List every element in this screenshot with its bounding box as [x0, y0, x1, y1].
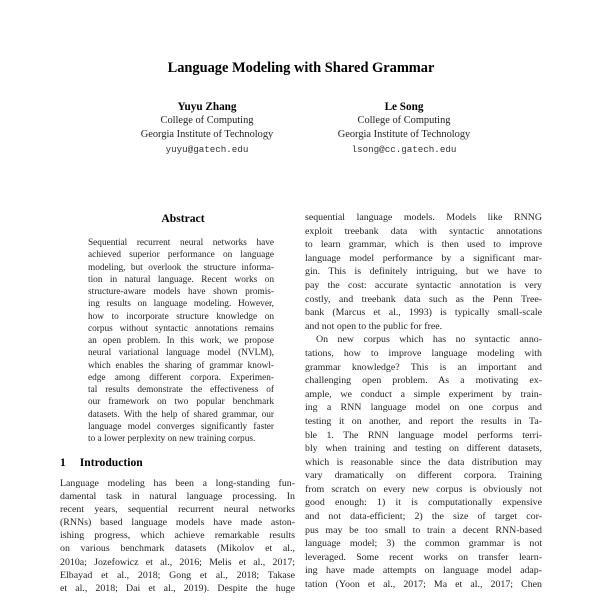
author-department: College of Computing [357, 115, 451, 127]
author-block-2 [294, 101, 514, 157]
text-line: ing results on language modeling. However, [88, 299, 274, 310]
author-department: College of Computing [160, 115, 254, 127]
text-line: and not open to the public for free. [305, 320, 443, 332]
text-line: our framework on two popular benchmark [88, 397, 274, 408]
section-number: 1 [60, 456, 66, 469]
text-line: Elbayad et al., 2018; Gong et al., 2018; Takase [60, 569, 295, 581]
text-line: ishing progress, which achieve remarkable results [60, 530, 295, 542]
text-line: achieved superior performance on language [88, 250, 274, 261]
author-block-1 [97, 101, 317, 157]
abstract-text [88, 237, 274, 445]
text-line: leveraged. Some recent works on transfer learn- [305, 551, 542, 563]
text-line: et al., 2018; Dai et al., 2019). Despite the huge [60, 582, 295, 594]
text-line: Language modeling has been a long-standing fun- [60, 478, 295, 489]
right-paragraph-1 [305, 211, 542, 333]
text-line: and not data-efficient; 2) the size of target cor- [305, 511, 542, 523]
text-line: costly, and treebank data such as the Penn Tree- [305, 293, 542, 305]
text-line: exploit treebank data with syntactic annotations [305, 225, 542, 237]
text-line: testing it on another, and report the results in Ta- [305, 415, 542, 427]
text-line: which is reasonable since the data distribution may [305, 456, 542, 468]
text-line: which enables the sharing of grammar knowl- [88, 360, 274, 371]
right-column [305, 211, 542, 592]
paper-title: Language Modeling with Shared Grammar [167, 60, 435, 76]
text-line: good enough: 1) it is computationally expensive [305, 497, 542, 509]
text-line: to learn grammar, which is then used to improve [305, 239, 542, 251]
text-line: edge among different corpora. Experimen- [88, 372, 274, 383]
text-line: 2010a; Jozefowicz et al., 2016; Melis et al., 2017; [60, 556, 295, 568]
text-line: how to incorporate structure knowledge on [88, 311, 274, 322]
text-line: structure-aware models have shown promis- [88, 287, 274, 297]
text-line: damental task in natural language processing. In [60, 491, 295, 503]
author-name: Yuyu Zhang [177, 101, 237, 113]
text-line: bly when training and testing on different datasets, [305, 443, 542, 455]
abstract-heading: Abstract [161, 212, 205, 225]
text-line: bank (Marcus et al., 1993) is typically small-scale [305, 307, 542, 319]
text-line: tion in natural language. Recent works on [88, 274, 274, 285]
text-line: language model performance by a significant mar- [305, 252, 542, 264]
text-line: language model; 3) the common grammar is not [305, 538, 542, 550]
text-line: On new corpus which has no syntactic anno- [316, 334, 542, 346]
text-line: ble 1. The RNN language model performs terri- [305, 429, 542, 441]
text-line: tations, how to improve language modeling with [305, 347, 542, 359]
text-line: tal results demonstrate the effectiveness of [88, 385, 274, 395]
text-line: Sequential recurrent neural networks have [88, 238, 274, 248]
section-title: Introduction [79, 456, 143, 469]
right-paragraph-2 [305, 333, 542, 591]
text-line: grammar knowledge? This is an important and [305, 361, 542, 373]
text-line: modeling, but overlook the structure informa- [88, 262, 274, 273]
text-line: from scratch on every new corpus is obviously not [305, 483, 542, 495]
author-email: yuyu@gatech.edu [165, 144, 249, 156]
text-line: vary dramatically on different corpora. Training [305, 470, 542, 482]
text-line: pay the cost: accurate syntactic annotation is very [305, 279, 542, 291]
text-line: gin. This is definitely intriguing, but we have to [305, 266, 542, 278]
text-line: tation (Yoon et al., 2017; Ma et al., 2017; Chen [305, 579, 542, 591]
section-heading [60, 456, 295, 469]
text-line: (RNNs) based language models have made aston- [60, 517, 295, 529]
text-line: neural variational language model (NVLM), [88, 348, 274, 359]
text-line: ing a RNN language model on one corpus and [305, 402, 542, 414]
text-line: sequential language models. Models like RNNG [305, 212, 542, 223]
author-institution: Georgia Institute of Technology [140, 128, 274, 140]
text-line: to a lower perplexity on new training corpus. [88, 434, 256, 444]
author-email: lsong@cc.gatech.edu [351, 144, 457, 156]
text-line: language model converges significantly faster [88, 421, 274, 432]
introduction-text [60, 477, 295, 595]
text-line: datasets. With the help of shared grammar, our [88, 409, 274, 420]
text-line: recent years, sequential recurrent neural networks [60, 504, 295, 516]
text-line: pus may be too small to train a decent RNN-based [305, 524, 542, 536]
author-name: Le Song [384, 101, 424, 113]
author-institution: Georgia Institute of Technology [337, 128, 471, 140]
text-line: challenging open problem. As a motivating ex- [305, 375, 542, 387]
text-line: on various benchmark datasets (Mikolov et al., [60, 543, 295, 555]
text-line: an open problem. In this work, we propose [88, 336, 274, 346]
text-line: ample, we conduct a simple experiment by train- [305, 388, 542, 400]
text-line: corpus without syntactic annotations remains [88, 323, 274, 334]
text-line: ing have made attempts on language model adap- [305, 565, 542, 577]
